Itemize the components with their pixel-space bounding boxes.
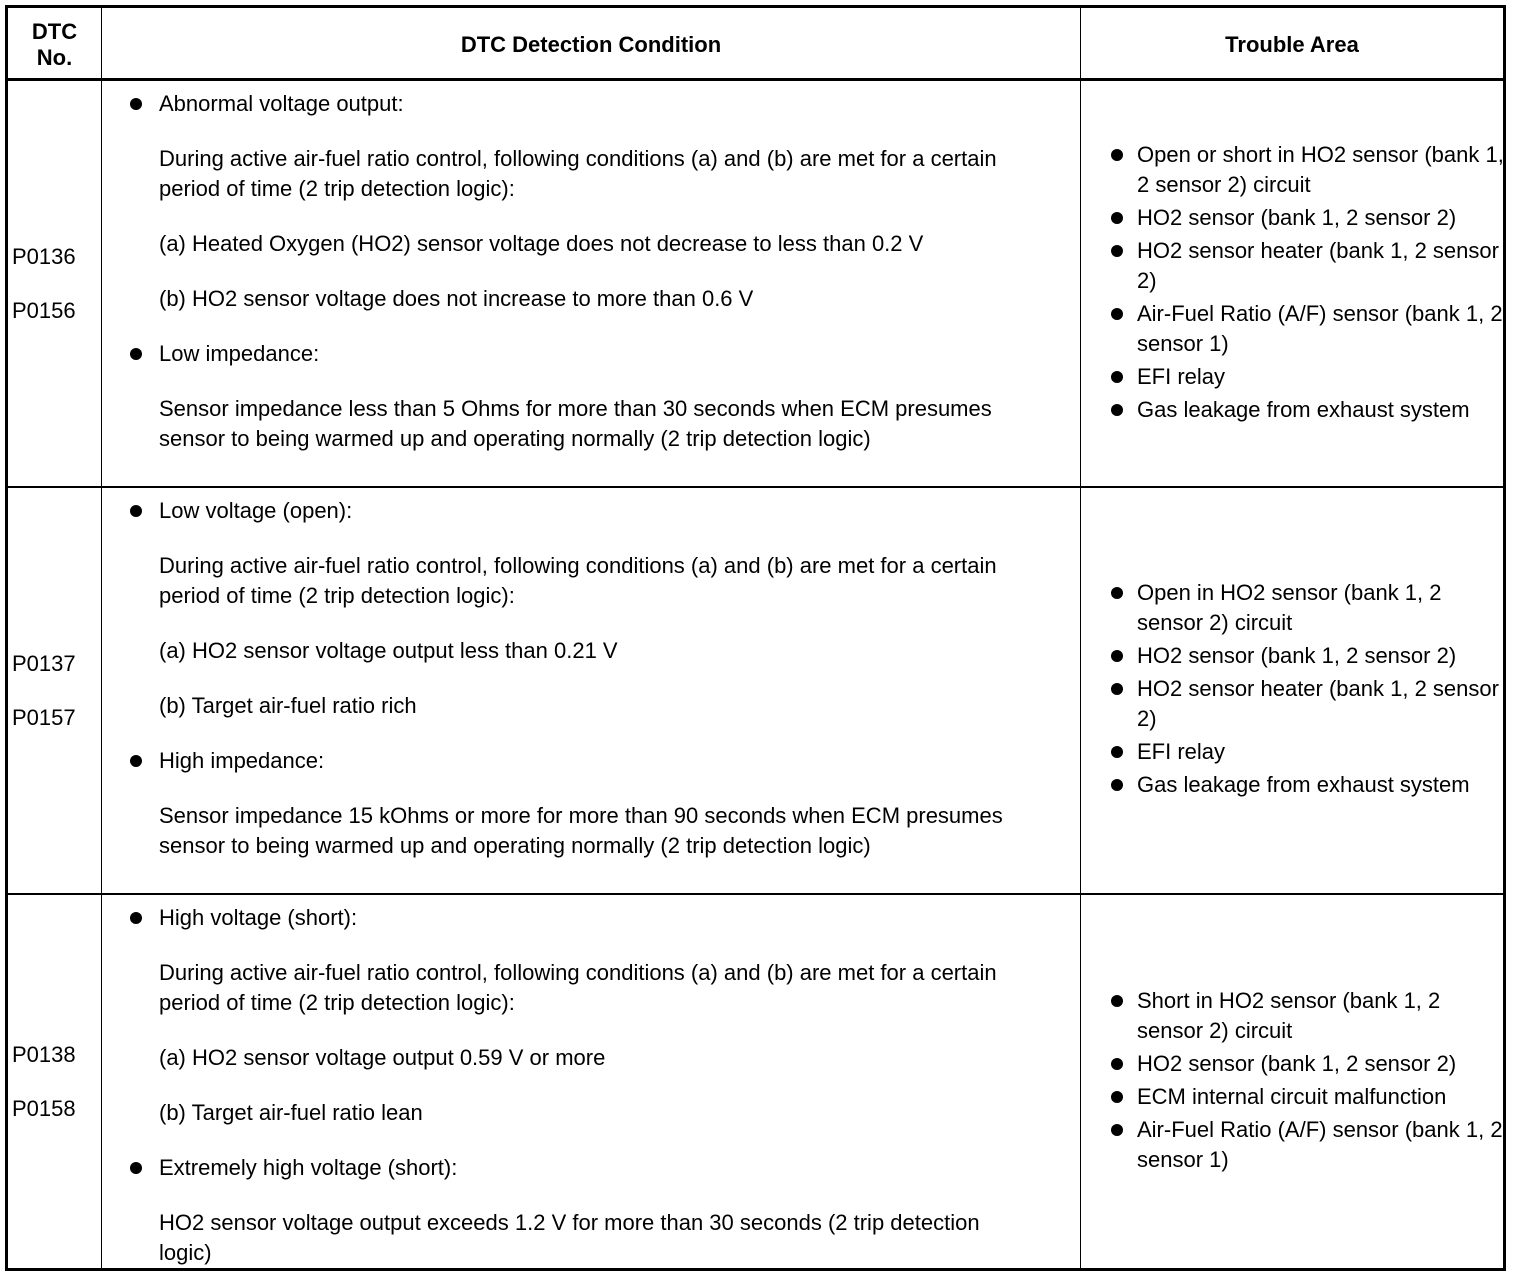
condition-text: (b) HO2 sensor voltage does not increase to more than 0.6 V (159, 286, 754, 311)
bullet-icon (1111, 746, 1123, 758)
bullet-icon (1111, 779, 1123, 791)
trouble-item: Gas leakage from exhaust system (1104, 395, 1509, 425)
dtc-code: P0136 (12, 243, 76, 269)
dtc-code: P0156 (12, 297, 76, 323)
condition-text: During active air-fuel ratio control, following conditions (a) and (b) are met for a certain period of time (2 trip detection logic): (159, 553, 997, 608)
condition-text: HO2 sensor voltage output exceeds 1.2 V for more than 30 seconds (2 trip detection logic) (159, 1210, 980, 1265)
trouble-item: Open or short in HO2 sensor (bank 1, 2 sensor 2) circuit (1104, 140, 1509, 200)
condition-bullet: Low voltage (open): (126, 496, 1036, 526)
dtc-codes (12, 895, 102, 1268)
bullet-icon (1111, 149, 1123, 161)
bullet-icon (130, 912, 142, 924)
trouble-item: ECM internal circuit malfunction (1104, 1082, 1509, 1112)
condition-bullet: Low impedance: (126, 339, 1036, 369)
condition-text: (b) Target air-fuel ratio lean (159, 1100, 423, 1125)
trouble-area (1104, 895, 1509, 1268)
dtc-table (5, 5, 1506, 1271)
trouble-item: HO2 sensor (bank 1, 2 sensor 2) (1104, 1049, 1509, 1079)
bullet-icon (1111, 587, 1123, 599)
trouble-item: HO2 sensor heater (bank 1, 2 sensor 2) (1104, 674, 1509, 734)
trouble-item: Air-Fuel Ratio (A/F) sensor (bank 1, 2 sensor 1) (1104, 1115, 1509, 1175)
bullet-icon (1111, 404, 1123, 416)
bullet-icon (130, 98, 142, 110)
bullet-icon (130, 348, 142, 360)
bullet-icon (130, 755, 142, 767)
bullet-icon (1111, 995, 1123, 1007)
condition-bullet: High voltage (short): (126, 903, 1036, 933)
trouble-item: Short in HO2 sensor (bank 1, 2 sensor 2) circuit (1104, 986, 1509, 1046)
condition-text: (a) HO2 sensor voltage output 0.59 V or more (159, 1045, 606, 1070)
table-row (8, 488, 1503, 893)
bullet-icon (1111, 1058, 1123, 1070)
bullet-icon (1111, 650, 1123, 662)
bullet-icon (130, 505, 142, 517)
table-row (8, 81, 1503, 486)
trouble-area (1104, 488, 1509, 893)
detection-condition (126, 89, 1036, 454)
bullet-icon (130, 1162, 142, 1174)
bullet-icon (1111, 1124, 1123, 1136)
table-row (8, 895, 1503, 1268)
condition-text: Sensor impedance 15 kOhms or more for more than 90 seconds when ECM presumes sensor to being warmed up and operating normally (2 trip detection logic) (159, 803, 1003, 858)
bullet-icon (1111, 308, 1123, 320)
detection-condition (126, 903, 1036, 1268)
condition-bullet: Abnormal voltage output: (126, 89, 1036, 119)
bullet-icon (1111, 371, 1123, 383)
trouble-item: EFI relay (1104, 362, 1509, 392)
trouble-item: Air-Fuel Ratio (A/F) sensor (bank 1, 2 sensor 1) (1104, 299, 1509, 359)
dtc-code: P0157 (12, 704, 76, 730)
trouble-item: HO2 sensor heater (bank 1, 2 sensor 2) (1104, 236, 1509, 296)
dtc-code: P0137 (12, 650, 76, 676)
detection-condition (126, 496, 1036, 861)
dtc-codes (12, 488, 102, 893)
condition-bullet: High impedance: (126, 746, 1036, 776)
bullet-icon (1111, 1091, 1123, 1103)
trouble-item: Open in HO2 sensor (bank 1, 2 sensor 2) circuit (1104, 578, 1509, 638)
condition-text: (a) HO2 sensor voltage output less than 0.21 V (159, 638, 618, 663)
header-dtc-no: DTC No. (31, 18, 78, 70)
header-trouble-area: Trouble Area (1225, 31, 1359, 57)
condition-text: (b) Target air-fuel ratio rich (159, 693, 417, 718)
bullet-icon (1111, 245, 1123, 257)
dtc-code: P0158 (12, 1095, 76, 1121)
condition-text: Sensor impedance less than 5 Ohms for more than 30 seconds when ECM presumes sensor to being warmed up and operating normally (2 trip detection logic) (159, 396, 992, 451)
header-detection-condition: DTC Detection Condition (460, 31, 722, 57)
bullet-icon (1111, 683, 1123, 695)
trouble-item: EFI relay (1104, 737, 1509, 767)
condition-bullet: Extremely high voltage (short): (126, 1153, 1036, 1183)
condition-text: During active air-fuel ratio control, following conditions (a) and (b) are met for a certain period of time (2 trip detection logic): (159, 146, 997, 201)
trouble-item: HO2 sensor (bank 1, 2 sensor 2) (1104, 641, 1509, 671)
trouble-area (1104, 81, 1509, 486)
condition-text: (a) Heated Oxygen (HO2) sensor voltage does not decrease to less than 0.2 V (159, 231, 924, 256)
condition-text: During active air-fuel ratio control, following conditions (a) and (b) are met for a certain period of time (2 trip detection logic): (159, 960, 997, 1015)
bullet-icon (1111, 212, 1123, 224)
dtc-code: P0138 (12, 1041, 76, 1067)
dtc-codes (12, 81, 102, 486)
trouble-item: HO2 sensor (bank 1, 2 sensor 2) (1104, 203, 1509, 233)
trouble-item: Gas leakage from exhaust system (1104, 770, 1509, 800)
